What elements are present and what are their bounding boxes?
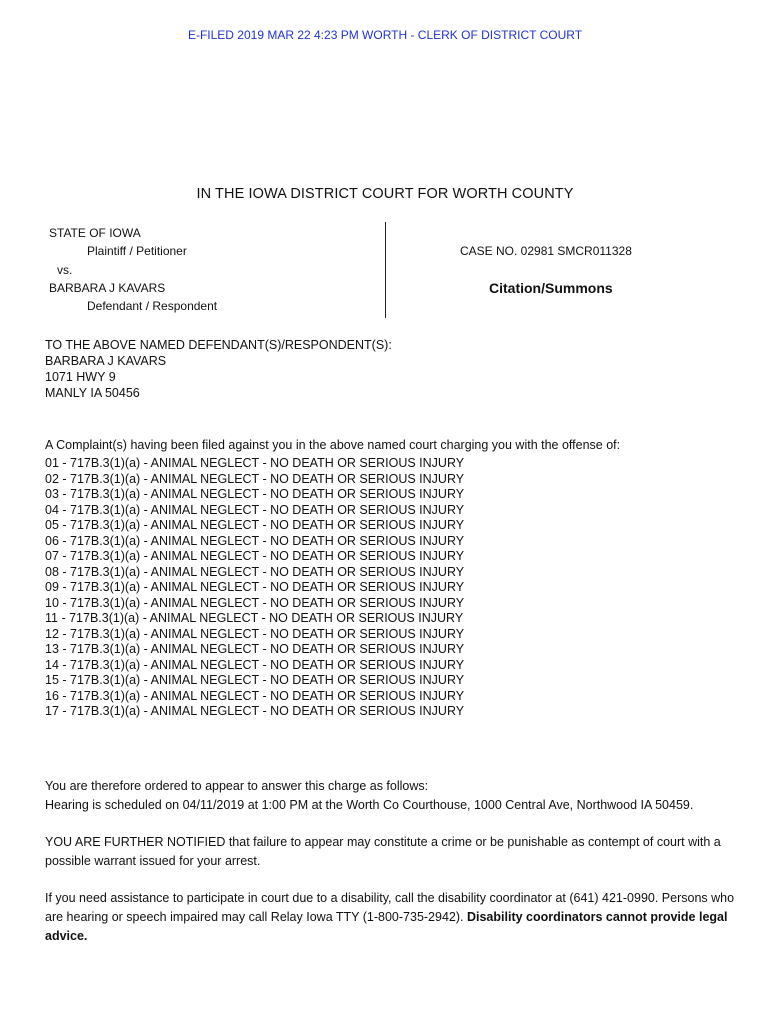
addressee-street: 1071 HWY 9	[45, 370, 116, 384]
versus-label: vs.	[57, 263, 73, 277]
hearing-schedule: Hearing is scheduled on 04/11/2019 at 1:00 PM at the Worth Co Courthouse, 1000 Central Ave, Northwood IA 50459.	[45, 798, 694, 812]
caption-divider	[385, 222, 386, 318]
charge-item: 14 - 717B.3(1)(a) - ANIMAL NEGLECT - NO DEATH OR SERIOUS INJURY	[45, 657, 465, 672]
charge-item: 07 - 717B.3(1)(a) - ANIMAL NEGLECT - NO DEATH OR SERIOUS INJURY	[45, 549, 465, 563]
document-title: Citation/Summons	[489, 280, 613, 296]
disability-notice	[45, 889, 735, 946]
charge-item: 06 - 717B.3(1)(a) - ANIMAL NEGLECT - NO DEATH OR SERIOUS INJURY	[45, 533, 465, 548]
hearing-order: You are therefore ordered to appear to answer this charge as follows:	[45, 779, 429, 793]
charge-item: 11 - 717B.3(1)(a) - ANIMAL NEGLECT - NO DEATH OR SERIOUS INJURY	[45, 611, 464, 625]
plaintiff-name: STATE OF IOWA	[49, 226, 141, 240]
charge-item: 10 - 717B.3(1)(a) - ANIMAL NEGLECT - NO DEATH OR SERIOUS INJURY	[45, 595, 465, 610]
court-title: IN THE IOWA DISTRICT COURT FOR WORTH COUNTY	[196, 186, 574, 202]
addressee-block	[45, 337, 392, 401]
charge-item: 01 - 717B.3(1)(a) - ANIMAL NEGLECT - NO DEATH OR SERIOUS INJURY	[45, 456, 465, 470]
charges-list	[45, 456, 464, 720]
failure-notice: YOU ARE FURTHER NOTIFIED that failure to appear may constitute a crime or be punishable as contempt of court with a possible warrant issued for your arrest.	[45, 835, 721, 868]
case-number: CASE NO. 02981 SMCR011328	[460, 244, 632, 258]
complaint-intro: A Complaint(s) having been filed against you in the above named court charging you with the offense of:	[45, 438, 621, 452]
charge-item: 09 - 717B.3(1)(a) - ANIMAL NEGLECT - NO DEATH OR SERIOUS INJURY	[45, 580, 465, 594]
addressee-city: MANLY IA 50456	[45, 386, 140, 400]
charge-item: 13 - 717B.3(1)(a) - ANIMAL NEGLECT - NO DEATH OR SERIOUS INJURY	[45, 642, 465, 656]
charge-item: 04 - 717B.3(1)(a) - ANIMAL NEGLECT - NO DEATH OR SERIOUS INJURY	[45, 502, 465, 517]
disability-text: If you need assistance to participate in court due to a disability, call the disability coordinator at (641) 421-0990. Persons who are hearing or speech impaired may call Relay Iowa TTY (1-800-735-2942).	[45, 891, 735, 924]
hearing-block	[45, 777, 735, 815]
plaintiff-role: Plaintiff / Petitioner	[87, 244, 187, 258]
charge-item: 12 - 717B.3(1)(a) - ANIMAL NEGLECT - NO DEATH OR SERIOUS INJURY	[45, 626, 465, 641]
charge-item: 16 - 717B.3(1)(a) - ANIMAL NEGLECT - NO DEATH OR SERIOUS INJURY	[45, 688, 465, 703]
defendant-name: BARBARA J KAVARS	[49, 281, 166, 295]
addressee-name: BARBARA J KAVARS	[45, 354, 167, 368]
efiled-stamp: E-FILED 2019 MAR 22 4:23 PM WORTH - CLERK OF DISTRICT COURT	[187, 28, 583, 42]
charge-item: 15 - 717B.3(1)(a) - ANIMAL NEGLECT - NO DEATH OR SERIOUS INJURY	[45, 673, 465, 687]
charge-item: 03 - 717B.3(1)(a) - ANIMAL NEGLECT - NO DEATH OR SERIOUS INJURY	[45, 487, 465, 501]
charge-item: 08 - 717B.3(1)(a) - ANIMAL NEGLECT - NO DEATH OR SERIOUS INJURY	[45, 564, 465, 579]
addressee-heading: TO THE ABOVE NAMED DEFENDANT(S)/RESPONDENT(S):	[45, 338, 392, 352]
charge-item: 02 - 717B.3(1)(a) - ANIMAL NEGLECT - NO DEATH OR SERIOUS INJURY	[45, 471, 465, 486]
disability-warning: Disability coordinators cannot provide legal advice.	[45, 910, 728, 943]
charge-item: 05 - 717B.3(1)(a) - ANIMAL NEGLECT - NO DEATH OR SERIOUS INJURY	[45, 518, 465, 532]
charge-item: 17 - 717B.3(1)(a) - ANIMAL NEGLECT - NO DEATH OR SERIOUS INJURY	[45, 704, 465, 718]
defendant-role: Defendant / Respondent	[87, 299, 218, 313]
